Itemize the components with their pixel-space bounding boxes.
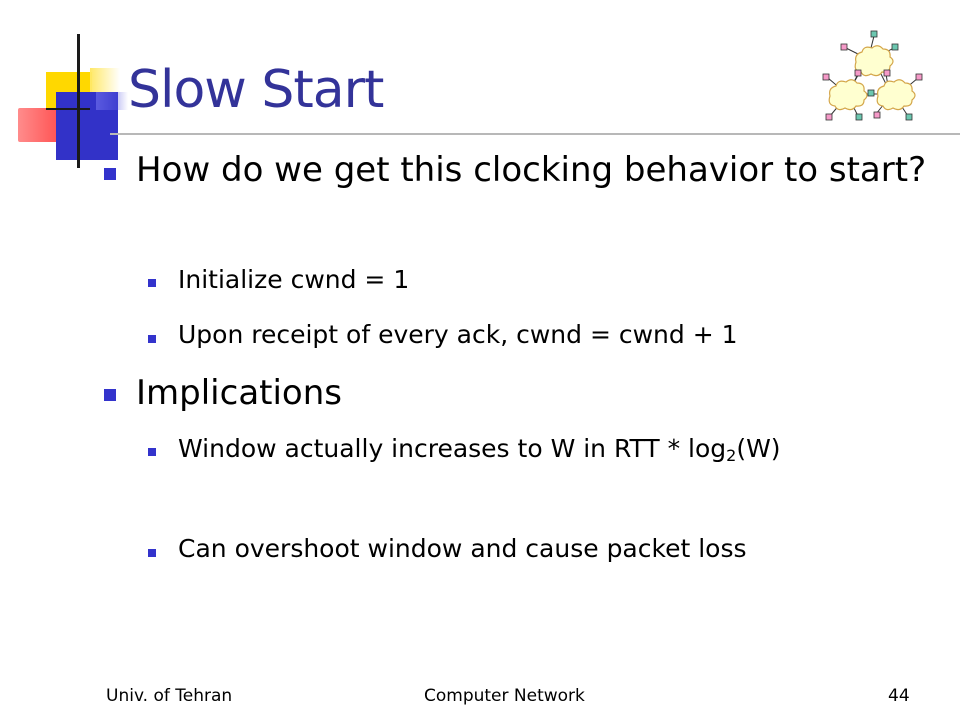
bullet-text: Window actually increases to W in RTT * log	[178, 434, 727, 463]
footer-center: Computer Network	[424, 686, 585, 706]
bullet-marker	[148, 448, 156, 456]
bullet-marker	[148, 335, 156, 343]
corner-deco-vertical-line	[77, 34, 80, 168]
bullet-level1: How do we get this clocking behavior to start?	[136, 150, 927, 190]
bullet-marker	[148, 279, 156, 287]
bullet-marker	[148, 549, 156, 557]
corner-deco-horizontal-line	[46, 108, 90, 110]
bullet-level2: Initialize cwnd = 1	[178, 265, 410, 294]
bullet-marker	[104, 168, 116, 180]
network-clouds-icon	[812, 24, 936, 128]
bullet-level1: Implications	[136, 373, 342, 413]
footer-left: Univ. of Tehran	[106, 686, 233, 706]
subscript: 2	[726, 446, 737, 465]
title-rule	[110, 133, 960, 135]
bullet-level2: Upon receipt of every ack, cwnd = cwnd + 1	[178, 320, 738, 349]
bullet-marker	[104, 389, 116, 401]
bullet-text-tail: (W)	[736, 434, 781, 463]
bullet-level2: Can overshoot window and cause packet loss	[178, 534, 747, 563]
bullet-level2	[178, 432, 868, 466]
page-number: 44	[888, 686, 910, 706]
slide-title: Slow Start	[128, 60, 384, 120]
corner-deco-blue-fade	[96, 92, 128, 110]
corner-deco-yellow-fade	[90, 68, 120, 92]
